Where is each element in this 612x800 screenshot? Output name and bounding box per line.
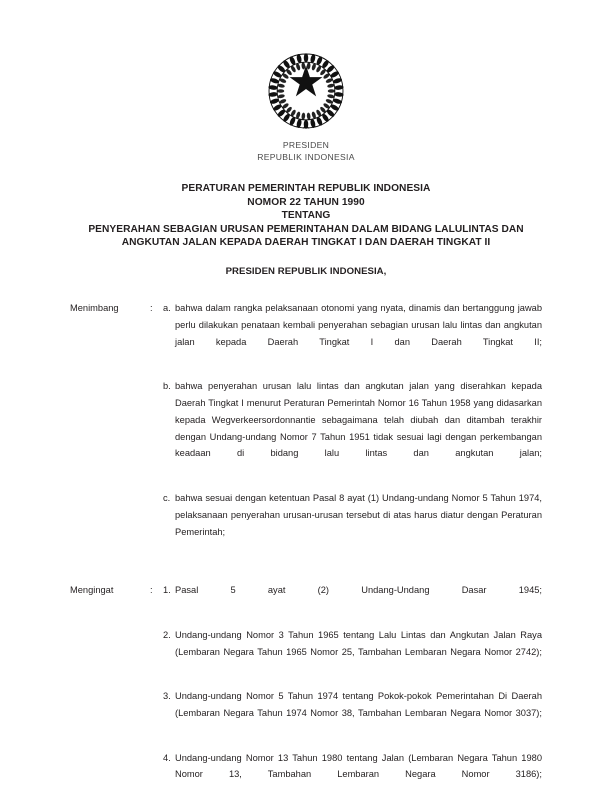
section-label-mengingat: Mengingat [70,585,114,596]
section-colon-menimbang: : [150,303,153,313]
clause-text: Pasal 5 ayat (2) Undang-Undang Dasar 1945; [175,585,542,596]
section-mengingat [70,582,542,800]
clause-item [163,750,542,800]
title-line-1: PERATURAN PEMERINTAH REPUBLIK INDONESIA [181,183,431,194]
document-title [36,182,576,250]
section-items-menimbang [163,300,542,557]
clause-item [163,688,542,738]
clause-text: bahwa sesuai dengan ketentuan Pasal 8 ayat (1) Undang-undang Nomor 5 Tahun 1974, pelaksanaan penyerahan urusan-urusan tersebut di atas harus diatur dengan Peraturan Pemerintah; [175,492,542,537]
clause-marker: 4. [163,752,171,763]
title-line-3: TENTANG [281,210,331,222]
clause-marker: c. [163,492,171,503]
clause-text: Undang-undang Nomor 5 Tahun 1974 tentang Pokok-pokok Pemerintahan Di Daerah (Lembaran Negara Tahun 1974 Nomor 38, Tambahan Lembaran Negara Nomor 3037); [175,691,542,718]
emblem-caption-line-1: PRESIDEN [282,140,330,150]
title-line-2: NOMOR 22 TAHUN 1990 [247,196,365,208]
section-items-mengingat [163,582,542,800]
garuda-star-wreath-emblem [263,48,349,134]
clause-text: bahwa dalam rangka pelaksanaan otonomi yang nyata, dinamis dan bertanggung jawab perlu dilakukan penataan kembali penyerahan sebagian urusan lalu lintas dan angkutan jalan kepada Daerah Tingkat I dan Daerah Tingkat II; [175,303,542,347]
clause-item [163,378,542,479]
emblem-block [0,48,612,163]
clause-text: Undang-undang Nomor 13 Tahun 1980 tentang Jalan (Lembaran Negara Tahun 1980 Nomor 13, Tambahan Lembaran Negara Nomor 3186); [175,752,542,780]
clause-item [163,490,542,557]
emblem-caption-line-2: REPUBLIK INDONESIA [257,151,355,162]
clause-item [163,627,542,677]
clause-text: bahwa penyerahan urusan lalu lintas dan angkutan jalan yang diserahkan kepada Daerah Tingkat I menurut Peraturan Pemerintah Nomor 16 Tahun 1958 yang didasarkan kepada Wegverkeersordonnantie sebagaimana telah diubah dan ditambah terakhir dengan Undang-undang Nomor 7 Tahun 1951 tidak sesuai lagi dengan perkembangan keadaan di bidang lalu lintas dan angkutan jalan; [175,381,542,459]
president-heading: PRESIDEN REPUBLIK INDONESIA, [225,266,387,277]
section-label-menimbang: Menimbang [70,303,119,313]
clause-marker: 1. [163,585,171,596]
clause-item [163,300,542,367]
clause-marker: 3. [163,691,171,702]
title-line-5: ANGKUTAN JALAN KEPADA DAERAH TINGKAT I DAN DAERAH TINGKAT II [121,237,491,249]
emblem-caption [0,140,612,163]
section-colon-mengingat: : [150,585,153,596]
section-menimbang [70,300,542,557]
title-line-4: PENYERAHAN SEBAGIAN URUSAN PEMERINTAHAN DALAM BIDANG LALULINTAS DAN [88,223,524,235]
clause-marker: 2. [163,629,171,640]
clause-marker: a. [163,303,171,313]
clause-marker: b. [163,381,171,392]
clause-item [163,582,542,616]
clause-text: Undang-undang Nomor 3 Tahun 1965 tentang Lalu Lintas dan Angkutan Jalan Raya (Lembaran Negara Tahun 1965 Nomor 25, Tambahan Lembaran Negara Nomor 2742); [175,629,542,657]
clauses-container [70,300,542,800]
